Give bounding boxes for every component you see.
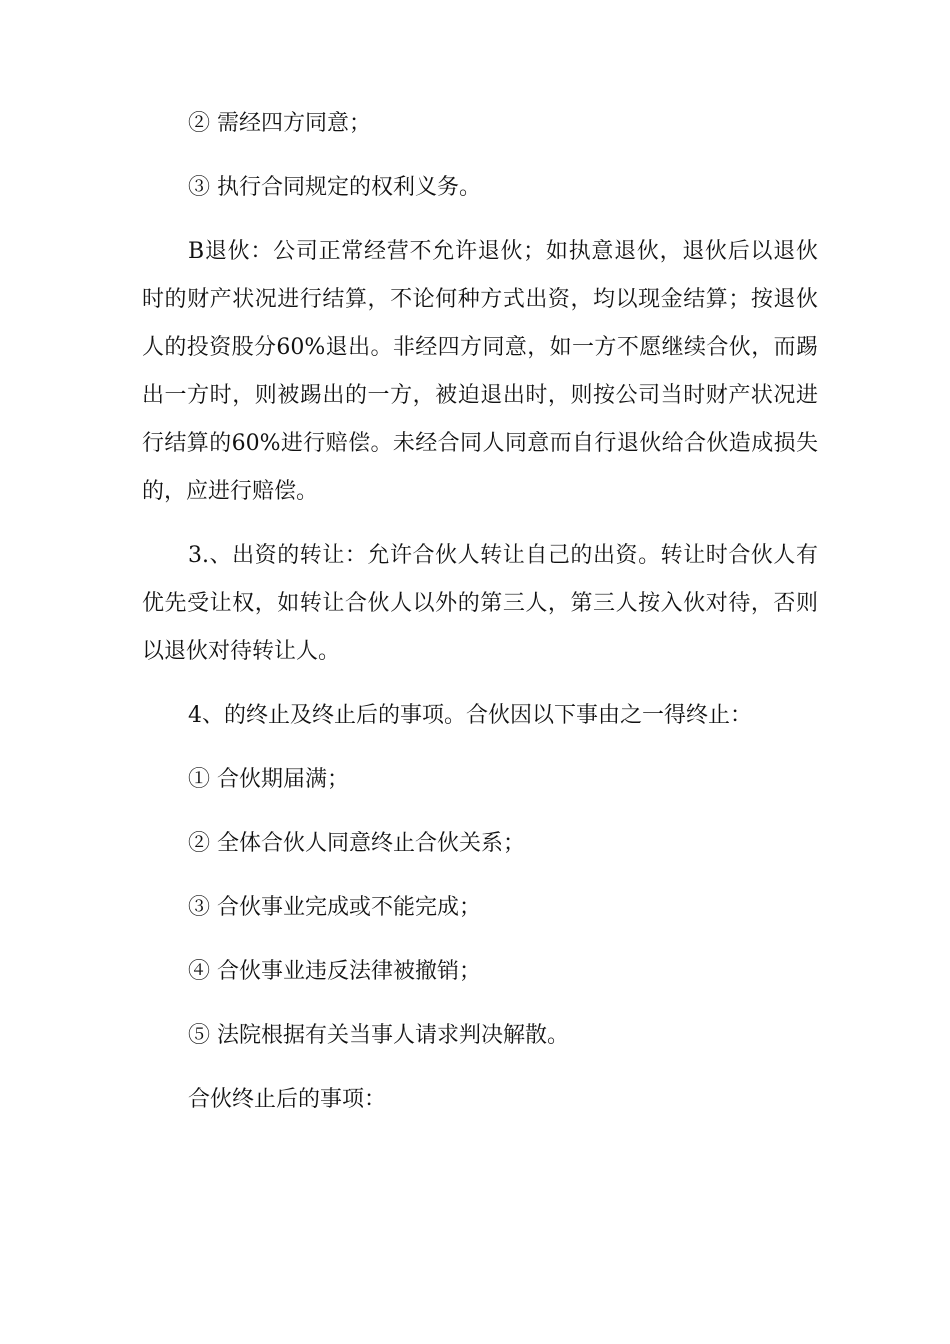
paragraph-obligations: ③ 执行合同规定的权利义务。: [188, 175, 481, 200]
document-body: [142, 100, 818, 1140]
paragraph-transfer: 3.、出资的转让：允许合伙人转让自己的出资。转让时合伙人有优先受让权，如转让合伙人以外的第三人，第三人按入伙对待，否则以退伙对待转让人。: [142, 543, 818, 664]
paragraph-termination: 4、的终止及终止后的事项。合伙因以下事由之一得终止：: [188, 703, 752, 728]
paragraph-withdrawal: B退伙：公司正常经营不允许退伙；如执意退伙，退伙后以退伙时的财产状况进行结算，不论何种方式出资，均以现金结算；按退伙人的投资股分60%退出。非经四方同意，如一方不愿继续合伙，而踢出一方时，则被踢出的一方，被迫退出时，则按公司当时财产状况进行结算的60%进行赔偿。未经合同人同意而自行退伙给合伙造成损失的，应进行赔偿。: [142, 239, 818, 504]
paragraph-consent: ② 需经四方同意；: [188, 111, 371, 136]
list-item-business-complete: ③ 合伙事业完成或不能完成；: [188, 895, 481, 920]
list-item-revoked: ④ 合伙事业违反法律被撤销；: [188, 959, 481, 984]
paragraph-after-termination: 合伙终止后的事项：: [188, 1087, 387, 1112]
list-item-all-agree: ② 全体合伙人同意终止合伙关系；: [188, 831, 525, 856]
list-item-term-expired: ① 合伙期届满；: [188, 767, 349, 792]
list-item-court-dissolution: ⑤ 法院根据有关当事人请求判决解散。: [188, 1023, 569, 1048]
